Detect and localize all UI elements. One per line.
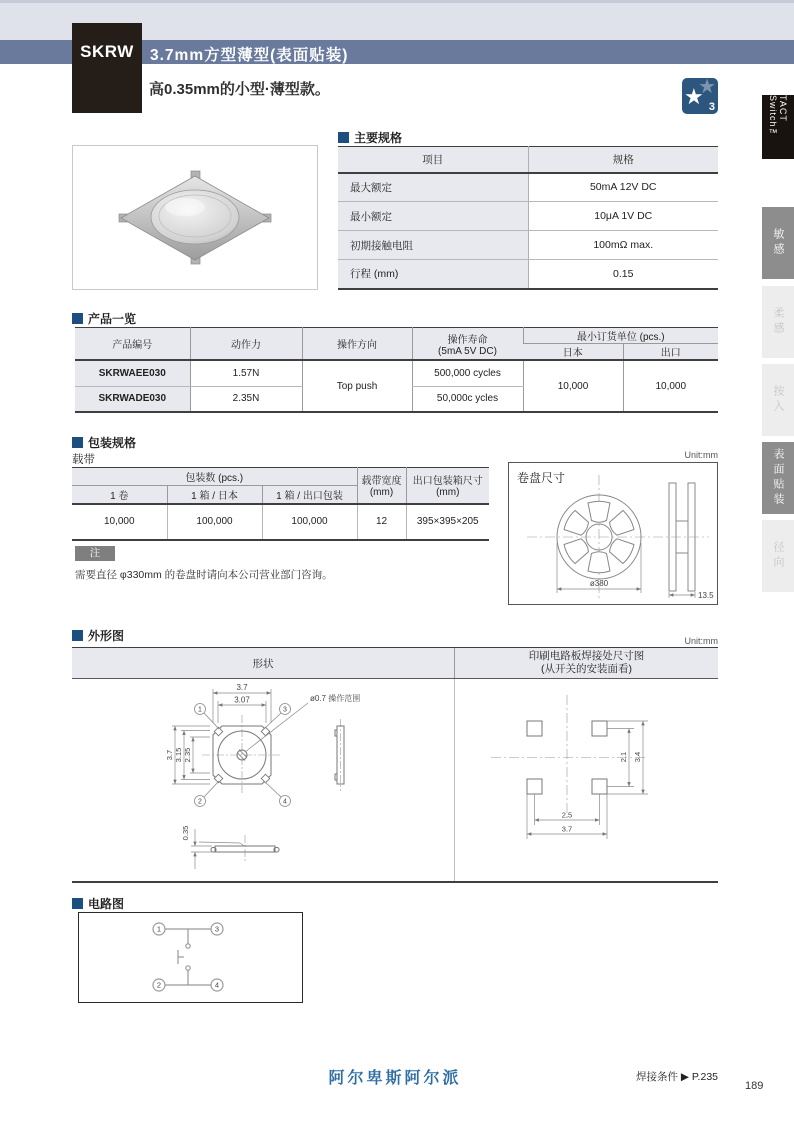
col-moq-japan: 日本 [523,344,623,361]
section-marker [338,132,349,143]
pad-dim-vertical-inner: 2.1 [619,751,628,763]
page-number: 189 [745,1080,764,1092]
sidebar-tab-radial: 径向 [762,520,794,592]
col-operating-life: 操作寿命 (5mA 5V DC) [412,328,523,361]
section-marker [72,630,83,641]
terminal-callout: 4 [283,798,287,806]
box-size-value: 395×395×205 [406,504,489,540]
table-row [72,504,489,540]
operating-range-label: ø0.7 操作范围 [310,694,361,703]
col-per-box-japan: 1 箱 / 日本 [167,486,262,504]
pad-dim-horizontal-inner: 2.5 [561,810,573,820]
rating-count: 3 [708,101,715,113]
side-view [335,726,344,784]
operating-force: 2.35N [190,386,302,412]
moq-export: 10,000 [623,360,718,412]
dim-width-inner: 3.07 [234,695,250,705]
part-number: SKRWADE030 [75,386,190,412]
col-moq-export: 出口 [623,344,718,361]
sidebar-tab-sensitive: 敏感 [762,207,794,279]
circuit-terminal: 3 [214,924,220,934]
section-title-specs: 主要规格 [338,129,402,146]
outline-header [72,648,718,679]
page-title: 3.7mm方型薄型(表面贴装) [150,47,349,64]
section-title-circuit: 电路图 [72,895,124,912]
series-code-box [72,23,142,113]
circuit-terminal: 1 [156,924,162,934]
outline-panel [72,647,718,883]
col-part-number: 产品编号 [75,328,190,361]
terminal-callout: 3 [283,706,287,714]
section-marker [72,437,83,448]
reel-dimensions-panel [508,462,718,605]
sidebar-tab-tact-switch: TACT Switch™ [762,95,794,159]
packaging-table [72,467,489,541]
dim-width-outer: 3.7 [236,683,248,692]
spec-item: 最小额定 [338,202,528,231]
spec-value: 0.15 [528,260,718,289]
col-per-reel: 1 卷 [72,486,167,504]
col-moq: 最小订货单位 (pcs.) [523,328,718,344]
spec-item: 行程 (mm) [338,260,528,289]
packaging-subtitle: 载带 [72,454,95,466]
operating-force: 1.57N [190,360,302,386]
section-title-packaging: 包装规格 [72,434,136,451]
col-packaging-qty: 包装数 (pcs.) [72,468,357,486]
col-pcb-pads: 印刷电路板焊接处尺寸图 (从开关的安装面看) [528,649,645,675]
spec-value: 50mA 12V DC [528,173,718,202]
tape-width-value: 12 [357,504,406,540]
rating-badge [682,78,718,114]
col-tape-width: 载带宽度 (mm) [357,468,406,504]
page-subtitle: 高0.35mm的小型·薄型款。 [149,81,330,98]
star-icon: ★ [684,84,704,109]
section-marker [72,898,83,909]
circuit-diagram [78,912,303,1003]
spec-col-item: 项目 [338,147,528,173]
dim-thickness: 0.35 [181,825,190,841]
part-number: SKRWAEE030 [75,360,190,386]
circuit-terminal: 4 [214,980,220,990]
note-badge: 注 [75,546,115,561]
pcb-pad-drawing [455,679,718,881]
note-text: 需要直径 φ330mm 的卷盘时请向本公司营业部门咨询。 [75,569,333,581]
spec-table [338,146,718,290]
product-table [75,327,718,413]
sidebar-tab-soft: 柔感 [762,286,794,358]
reel-title: 卷盘尺寸 [517,471,566,485]
pad-dim-vertical-outer: 3.4 [633,751,642,763]
switch-photo-graphic [73,146,317,289]
col-direction: 操作方向 [302,328,412,361]
sidebar-tab-push: 按入 [762,364,794,436]
qty-per-reel: 10,000 [72,504,167,540]
col-per-box-export: 1 箱 / 出口包装 [262,486,357,504]
col-shape: 形状 [72,648,455,678]
section-title-outline: 外形图 [72,627,124,644]
pad-dim-horizontal-outer: 3.7 [561,824,573,834]
product-photo [72,145,318,290]
brand-logo: 阿尔卑斯阿尔派 [328,1070,462,1087]
spec-col-value: 规格 [528,147,718,173]
table-row [75,360,718,386]
operating-direction: Top push [302,360,412,412]
operating-life: 50,000c ycles [412,386,523,412]
spec-item: 初期接触电阻 [338,231,528,260]
circuit-terminal: 2 [156,980,162,990]
qty-per-box-export: 100,000 [262,504,357,540]
section-title-products: 产品一览 [72,310,136,327]
spec-item: 最大额定 [338,173,528,202]
terminal-callout: 2 [198,798,202,806]
operating-life: 500,000 cycles [412,360,523,386]
dim-height-mid: 3.15 [174,747,183,763]
reel-width-dim: 13.5 [698,591,714,600]
dim-height-outer: 3.7 [165,749,174,761]
moq-japan: 10,000 [523,360,623,412]
welding-conditions-ref[interactable]: 焊接条件 ▶ P.235 [636,1071,718,1083]
terminal-callout: 1 [198,706,202,714]
spec-value: 10μA 1V DC [528,202,718,231]
star-icon: ★ [698,76,716,98]
shape-drawing [72,679,455,881]
col-operating-force: 动作力 [190,328,302,361]
unit-label: Unit:mm [684,636,718,646]
dim-height-inner: 2.35 [183,747,192,763]
qty-per-box-japan: 100,000 [167,504,262,540]
series-code: SKRW [80,42,134,61]
col-export-box-size: 出口包装箱尺寸 (mm) [406,468,489,504]
unit-label: Unit:mm [684,450,718,460]
reel-diameter-dim: ø380 [589,579,609,588]
sidebar-tab-smd: 表面贴装 [762,442,794,514]
spec-value: 100mΩ max. [528,231,718,260]
section-marker [72,313,83,324]
